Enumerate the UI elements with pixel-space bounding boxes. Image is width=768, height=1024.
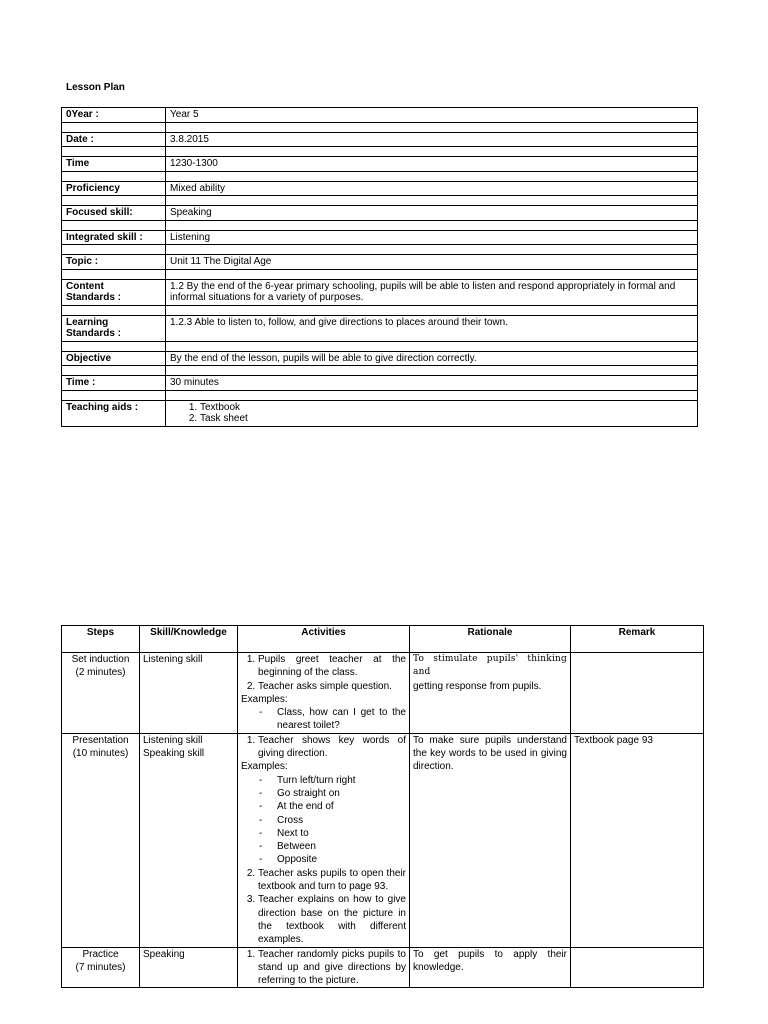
activities-cell: 1. Teacher randomly picks pupils to stand up and give directions by referring to the picture. [238, 947, 410, 988]
date-label: Date : [62, 132, 166, 147]
focused-skill-label: Focused skill: [62, 206, 166, 221]
remark-cell [571, 653, 704, 734]
skill-cell: Listening skill [140, 653, 238, 734]
year-label: 0Year : [62, 108, 166, 123]
steps-header-row [62, 626, 704, 653]
duration-value: 30 minutes [166, 376, 698, 391]
header-steps: Steps [62, 626, 140, 653]
teaching-aid-item: 2. Task sheet [200, 413, 693, 425]
year-value: Year 5 [166, 108, 698, 123]
teaching-aids-value [166, 400, 698, 426]
table-row [62, 733, 704, 947]
learning-standards-value: 1.2.3 Able to listen to, follow, and give directions to places around their town. [166, 315, 698, 341]
proficiency-label: Proficiency [62, 181, 166, 196]
learning-standards-label: Learning Standards : [62, 315, 166, 341]
teaching-aids-label: Teaching aids : [62, 400, 166, 426]
activities-cell: 1. Teacher shows key words of giving direction. Examples: - Turn left/turn right - Go straight on - At the end of - Cross - Next to - Between - Opposite 2. Teacher asks pupils to open their textbook and turn to page 93. 3. Teacher explains on how to give direction base on the picture in the textbook with different examples. [238, 733, 410, 947]
table-row [62, 653, 704, 734]
objective-label: Objective [62, 351, 166, 366]
topic-value: Unit 11 The Digital Age [166, 255, 698, 270]
objective-value: By the end of the lesson, pupils will be able to give direction correctly. [166, 351, 698, 366]
integrated-skill-value: Listening [166, 230, 698, 245]
header-remark: Remark [571, 626, 704, 653]
remark-cell [571, 947, 704, 988]
remark-cell: Textbook page 93 [571, 733, 704, 947]
step-cell: Practice (7 minutes) [62, 947, 140, 988]
proficiency-value: Mixed ability [166, 181, 698, 196]
time-value: 1230-1300 [166, 157, 698, 172]
rationale-cell: To make sure pupils understand the key words to be used in giving direction. [410, 733, 571, 947]
integrated-skill-label: Integrated skill : [62, 230, 166, 245]
rationale-cell: To get pupils to apply their knowledge. [410, 947, 571, 988]
page-title: Lesson Plan [66, 82, 125, 93]
step-cell: Set induction (2 minutes) [62, 653, 140, 734]
teaching-aid-item: 1. Textbook [200, 402, 693, 414]
content-standards-label: Content Standards : [62, 279, 166, 305]
skill-cell: Speaking [140, 947, 238, 988]
skill-cell: Listening skill Speaking skill [140, 733, 238, 947]
time-label: Time [62, 157, 166, 172]
info-table [61, 107, 698, 427]
content-standards-value: 1.2 By the end of the 6-year primary schooling, pupils will be able to listen and respond appropriately in formal and informal situations for a variety of purposes. [166, 279, 698, 305]
header-skill: Skill/Knowledge [140, 626, 238, 653]
rationale-cell: To stimulate pupils' thinking and getting response from pupils. [410, 653, 571, 734]
focused-skill-value: Speaking [166, 206, 698, 221]
activities-cell: 1. Pupils greet teacher at the beginning of the class. 2. Teacher asks simple question. Examples: - Class, how can I get to the nearest toilet? [238, 653, 410, 734]
header-rationale: Rationale [410, 626, 571, 653]
topic-label: Topic : [62, 255, 166, 270]
steps-table [61, 625, 704, 988]
step-cell: Presentation (10 minutes) [62, 733, 140, 947]
header-activities: Activities [238, 626, 410, 653]
date-value: 3.8.2015 [166, 132, 698, 147]
duration-label: Time : [62, 376, 166, 391]
table-row [62, 947, 704, 988]
